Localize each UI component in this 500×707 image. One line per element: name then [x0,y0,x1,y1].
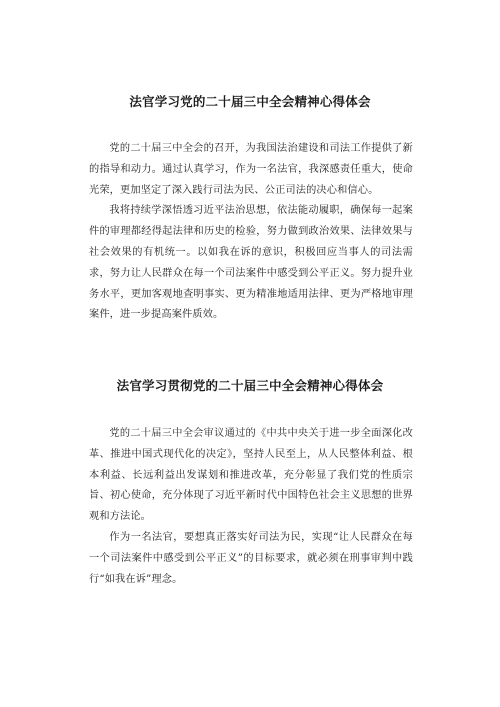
section-1-paragraph-2: 我将持续学深悟透习近平法治思想，依法能动履职，确保每一起案件的审理都经得起法律和历史的检验，努力做到政治效果、法律效果与社会效果的有机统一。以如我在诉的意识，积极回应当事人的司法需求，努力让人民群众在每一个司法案件中感受到公平正义。努力提升业务水平，更加客观地查明事实、更为精准地适用法律、更为严格地审理案件，进一步提高案件质效。 [89,205,413,321]
section-2-paragraph-2: 作为一名法官，要想真正落实好司法为民，实现“让人民群众在每一个司法案件中感受到公平正义”的目标要求，就必须在刑事审判中践行“如我在诉”理念。 [89,531,413,585]
section-2-body [89,424,413,590]
section-1-body [89,139,413,326]
section-2-title: 法官学习贯彻党的二十届三中全会精神心得体会 [116,378,384,393]
section-1-title: 法官学习党的二十届三中全会精神心得体会 [129,94,371,109]
section-1-paragraph-1: 党的二十届三中全会的召开，为我国法治建设和司法工作提供了新的指导和动力。通过认真学习，作为一名法官，我深感责任重大，使命光荣，更加坚定了深入践行司法为民、公正司法的决心和信心。 [89,143,413,196]
section-2-paragraph-1: 党的二十届三中全会审议通过的《中共中央关于进一步全面深化改革、推进中国式现代化的决定》，坚持人民至上，从人民整体利益、根本利益、长远利益出发谋划和推进改革，充分彰显了我们党的性质宗旨、初心使命，充分体现了习近平新时代中国特色社会主义思想的世界观和方法论。 [89,428,413,523]
